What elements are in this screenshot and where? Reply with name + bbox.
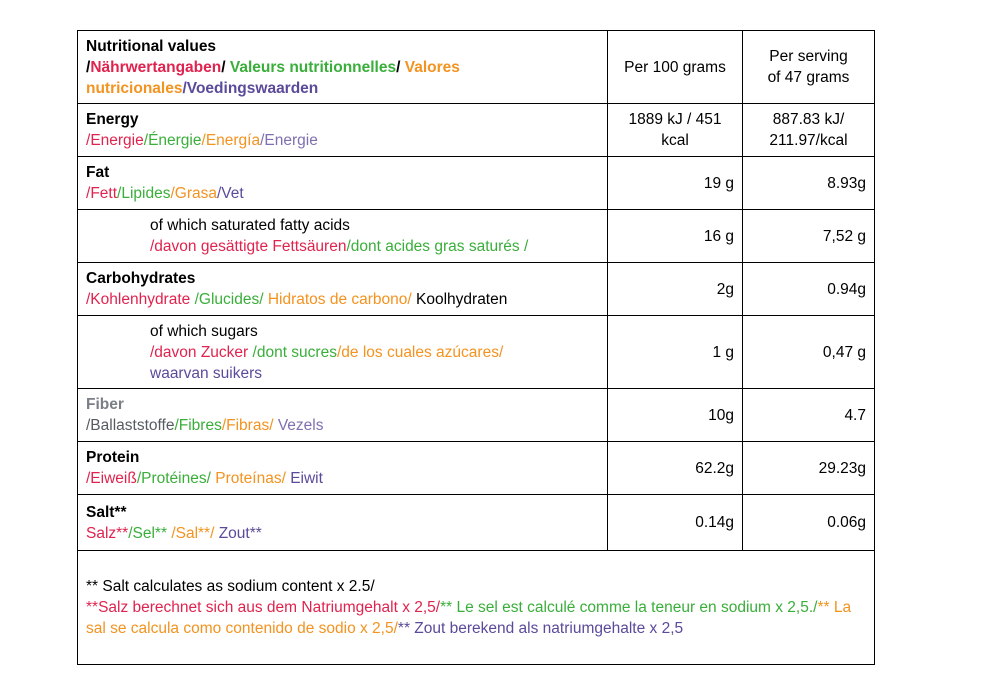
energy-serving: 887.83 kJ/ 211.97/kcal xyxy=(743,104,875,157)
header-serving: Per serving of 47 grams xyxy=(743,31,875,104)
nutrition-table xyxy=(77,30,875,665)
protein-per100: 62.2g xyxy=(608,442,743,495)
header-row xyxy=(78,31,875,104)
separator: / xyxy=(201,132,206,149)
protein-title: Protein xyxy=(86,449,140,466)
row-carbohydrates xyxy=(78,263,875,316)
sugars-per100: 1 g xyxy=(608,316,743,389)
energy-french: Énergie xyxy=(148,132,202,149)
header-dutch: Voedingswaarden xyxy=(186,79,319,97)
fiber-dutch: Vezels xyxy=(277,417,324,434)
saturated-label-cell xyxy=(78,210,608,263)
row-fiber xyxy=(78,389,875,442)
row-footnote xyxy=(78,551,875,665)
energy-per100: 1889 kJ / 451 kcal xyxy=(608,104,743,157)
carbs-german: /Kohlenhydrate xyxy=(86,291,195,308)
fat-label-cell xyxy=(78,157,608,210)
footnote-french: ** Le sel est calculé comme la teneur en sodium x 2,5./ xyxy=(440,599,818,616)
header-spanish: Valores nutricionales xyxy=(86,58,460,97)
carbs-dutch: Koolhydraten xyxy=(416,291,508,308)
header-per100: Per 100 grams xyxy=(608,31,743,104)
header-title: Nutritional values xyxy=(86,37,217,55)
separator: / xyxy=(221,58,230,76)
carbs-title: Carbohydrates xyxy=(86,270,196,287)
separator: / xyxy=(86,132,91,149)
header-german: Nährwertangaben xyxy=(90,58,222,76)
protein-dutch: Eiwit xyxy=(290,470,323,487)
saturated-per100: 16 g xyxy=(608,210,743,263)
separator: / xyxy=(182,79,187,97)
energy-spanish: Energía xyxy=(205,132,261,149)
separator: / xyxy=(170,185,175,202)
footnote-english: ** Salt calculates as sodium content x 2.5/ xyxy=(86,578,375,595)
carbs-label-cell xyxy=(78,263,608,316)
separator: / xyxy=(216,185,222,202)
energy-german: Energie xyxy=(90,132,144,149)
row-fat xyxy=(78,157,875,210)
carbs-french: /Glucides/ xyxy=(194,291,268,308)
saturated-serving: 7,52 g xyxy=(743,210,875,263)
fat-french: Lipides xyxy=(121,185,171,202)
salt-dutch: Zout** xyxy=(218,524,262,542)
separator: / xyxy=(86,185,91,202)
saturated-german: /davon gesättigte Fettsäuren xyxy=(150,238,347,255)
fiber-spanish: /Fibras/ xyxy=(221,417,278,434)
sugars-french: /dont sucres xyxy=(248,343,337,361)
protein-label-cell xyxy=(78,442,608,495)
sugars-label-cell xyxy=(78,316,608,389)
protein-french: /Protéines/ xyxy=(136,470,216,487)
fat-dutch: Vet xyxy=(221,185,244,202)
footnote-german: **Salz berechnet sich aus dem Natriumgehalt x 2,5/ xyxy=(86,599,441,616)
separator: / xyxy=(396,58,405,76)
footnote-dutch: ** Zout berekend als natriumgehalte x 2,5 xyxy=(397,620,684,637)
protein-serving: 29.23g xyxy=(743,442,875,495)
carbs-spanish: Hidratos de carbono/ xyxy=(267,291,417,308)
sugars-title: of which sugars xyxy=(150,322,258,340)
salt-label-cell xyxy=(78,495,608,551)
fiber-per100: 10g xyxy=(608,389,743,442)
sugars-spanish: /de los cuales azúcares/ xyxy=(336,343,504,361)
header-french: Valeurs nutritionnelles xyxy=(229,58,397,76)
energy-label-cell xyxy=(78,104,608,157)
salt-serving: 0.06g xyxy=(743,495,875,551)
sugars-dutch: waarvan suikers xyxy=(150,364,262,382)
header-title-cell xyxy=(78,31,608,104)
fat-title: Fat xyxy=(86,164,110,181)
protein-german: /Eiweiß xyxy=(86,470,137,487)
salt-spanish: /Sal**/ xyxy=(171,524,219,542)
salt-german: Salz** xyxy=(86,524,129,542)
fat-german: Fett xyxy=(90,185,118,202)
fat-per100: 19 g xyxy=(608,157,743,210)
separator: / xyxy=(117,185,122,202)
fiber-label-cell xyxy=(78,389,608,442)
row-energy xyxy=(78,104,875,157)
fat-spanish: Grasa xyxy=(174,185,217,202)
fiber-title: Fiber xyxy=(86,396,124,413)
saturated-title: of which saturated fatty acids xyxy=(150,217,350,234)
row-protein xyxy=(78,442,875,495)
footnote-spanish: ** La sal se calcula como contenido de sodio x 2,5/ xyxy=(86,599,852,637)
salt-french: /Sel** xyxy=(128,524,172,542)
fiber-french: /Fibres xyxy=(174,417,222,434)
saturated-french: /dont acides gras saturés / xyxy=(346,238,529,255)
sugars-serving: 0,47 g xyxy=(743,316,875,389)
carbs-per100: 2g xyxy=(608,263,743,316)
sugars-german: /davon Zucker xyxy=(150,343,249,361)
separator: / xyxy=(260,132,265,149)
salt-per100: 0.14g xyxy=(608,495,743,551)
salt-footnote xyxy=(78,551,875,665)
fiber-serving: 4.7 xyxy=(743,389,875,442)
row-sugars xyxy=(78,316,875,389)
separator: / xyxy=(143,132,149,149)
fat-serving: 8.93g xyxy=(743,157,875,210)
protein-spanish: Proteínas/ xyxy=(215,470,291,487)
row-salt xyxy=(78,495,875,551)
row-saturated xyxy=(78,210,875,263)
separator: / xyxy=(86,58,91,76)
carbs-serving: 0.94g xyxy=(743,263,875,316)
energy-dutch: Energie xyxy=(264,132,318,149)
salt-title: Salt** xyxy=(86,503,127,521)
energy-title: Energy xyxy=(86,111,139,128)
fiber-german: /Ballaststoffe xyxy=(86,417,175,434)
